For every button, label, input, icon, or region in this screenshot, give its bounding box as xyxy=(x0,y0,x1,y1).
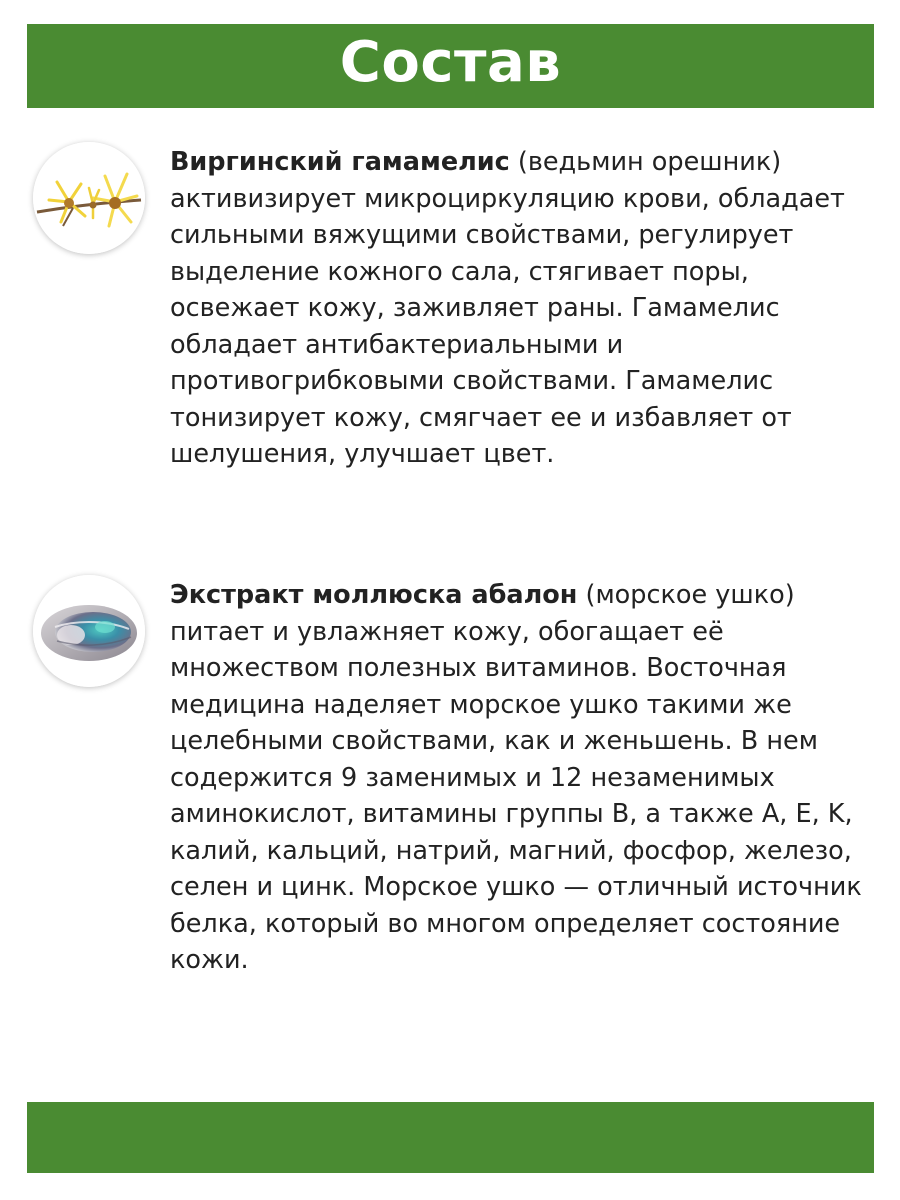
header-banner xyxy=(27,24,874,108)
witch-hazel-flower-icon xyxy=(33,142,145,254)
ingredient-description xyxy=(170,144,870,473)
ingredient-body: (ведьмин орешник) активизирует микроциркуляцию крови, обладает сильными вяжущими свойствами, регулирует выделение кожного сала, стягивает поры, освежает кожу, заживляет раны. Гамамелис обладает антибактериальными и противогрибковыми свойствами. Гамамелис тонизирует кожу, смягчает ее и избавляет от шелушения, улучшает цвет. xyxy=(170,147,845,469)
ingredient-name: Виргинский гамамелис xyxy=(170,147,510,177)
abalone-shell-icon xyxy=(33,575,145,687)
ingredient-name: Экстракт моллюска абалон xyxy=(170,580,578,610)
footer-banner xyxy=(27,1102,874,1173)
ingredient-body: (морское ушко) питает и увлажняет кожу, обогащает её множеством полезных витаминов. Восточная медицина наделяет морское ушко такими же целебными свойствами, как и женьшень. В нем содержится 9 заменимых и 12 незаменимых аминокислот, витамины группы B, а также A, E, K, калий, кальций, натрий, магний, фосфор, железо, селен и цинк. Морское ушко — отличный источник белка, который во многом определяет состояние кожи. xyxy=(170,580,862,975)
ingredient-description xyxy=(170,577,870,979)
page-title: Состав xyxy=(339,30,562,95)
